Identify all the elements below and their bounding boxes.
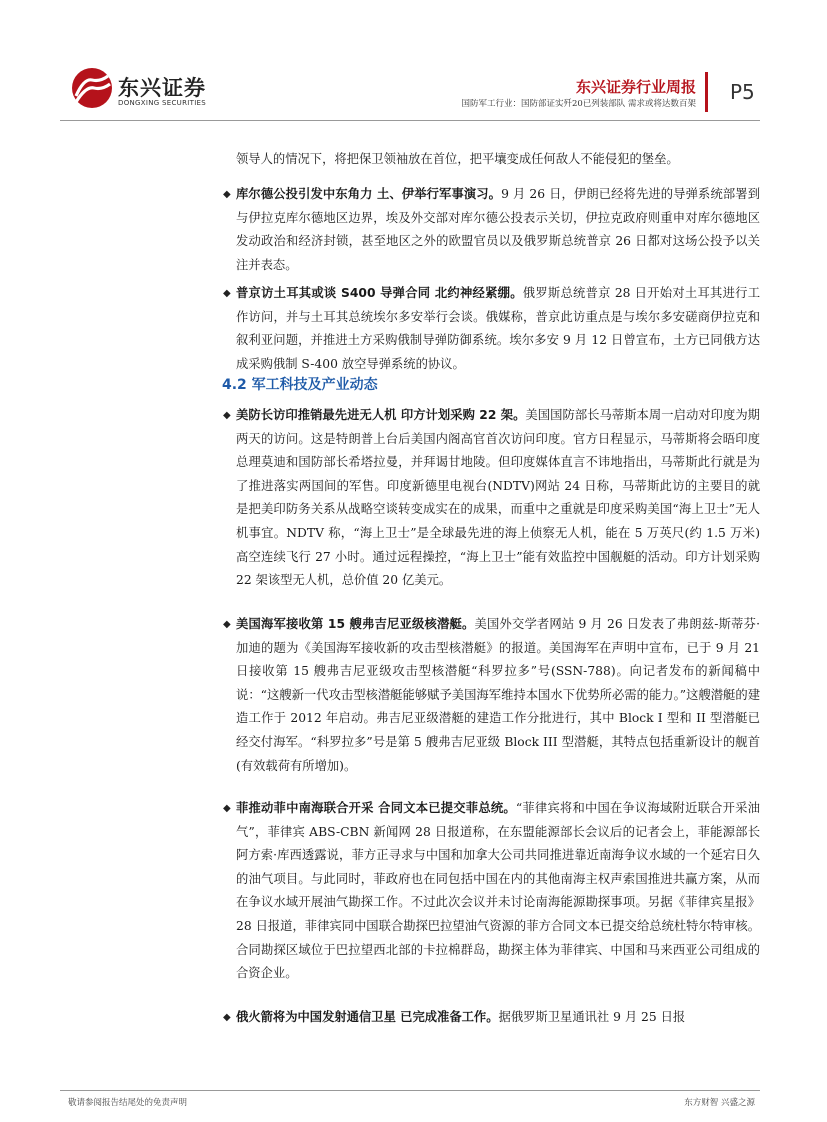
- header-rule: [60, 120, 760, 121]
- news-item-text: 美国国防部长马蒂斯本周一启动对印度为期两天的访问。这是特朗普上台后美国内阁高官首次访问印度。官方日程显示，马蒂斯将会晤印度总理莫迪和国防部长希塔拉曼，并拜谒甘地陵。但印度媒体直言不讳地指出，马蒂斯此行就是为了推进落实两国间的军售。印度新德里电视台(NDTV)网站 24 日称，马蒂斯此访的主要目的就是把美印防务关系从战略空谈转变成实在的成果，而重中之重就是印度采购美国“海上卫士”无人机事宜。NDTV 称，“海上卫士”是全球最先进的海上侦察无人机，能在 5 万英尺(约 1.5 万米)高空连续飞行 27 小时。通过远程操控，“海上卫士”能有效监控中国舰艇的活动。印方计划采购 22 架该型无人机，总价值 20 亿美元。: [236, 408, 760, 588]
- news-item-text: 美国外交学者网站 9 月 26 日发表了弗朗兹-斯蒂芬·加迪的题为《美国海军接收新的攻击型核潜艇》的报道。美国海军在声明中宣布，已于 9 月 21 日接收第 15 艘弗吉尼亚级攻击型核潜艇“科罗拉多”号(SSN-788)。向记者发布的新闻稿中说：“这艘新一代攻击型核潜艇能够赋予美国海军维持本国水下优势所必需的能力。”这艘潜艇的建造工作于 2012 年启动。弗吉尼亚级潜艇的建造工作分批进行，其中 Block I 型和 II 型潜艇已经交付海军。“科罗拉多”号是第 5 艘弗吉尼亚级 Block III 型潜艇，其特点包括重新设计的舰首(有效载荷有所增加)。: [236, 617, 760, 773]
- news-item: [223, 183, 760, 277]
- report-type-title: 东兴证券行业周报: [575, 78, 696, 96]
- disclaimer-note: 敬请参阅报告结尾处的免责声明: [68, 1098, 188, 1108]
- news-item-headline: 美防长访印推销最先进无人机 印方计划采购 22 架。: [236, 408, 526, 422]
- logo-mark-icon: [70, 66, 114, 110]
- page-header: [0, 0, 827, 125]
- logo-chinese-name: 东兴证券: [118, 76, 206, 100]
- footer-slogan: 东方财智 兴盛之源: [684, 1098, 755, 1108]
- news-item: [223, 1006, 760, 1030]
- diamond-bullet-icon: ◆: [223, 1012, 231, 1023]
- report-subtitle: 国防军工行业：国防部证实歼20已列装部队 需求或将达数百架: [461, 99, 696, 109]
- section-heading: 4.2 军工科技及产业动态: [222, 377, 378, 393]
- page-number: P5: [730, 80, 755, 104]
- news-item: [223, 613, 760, 778]
- footer-rule: [60, 1090, 760, 1091]
- news-item: [223, 282, 761, 376]
- news-item-headline: 库尔德公投引发中东角力 土、伊举行军事演习。: [236, 187, 502, 201]
- news-item: [223, 404, 760, 593]
- diamond-bullet-icon: ◆: [223, 803, 231, 814]
- continuation-paragraph: 领导人的情况下，将把保卫领袖放在首位，把平壤变成任何敌人不能侵犯的堡垒。: [236, 152, 679, 166]
- news-item-text: 俄罗斯总统普京 28 日开始对土耳其进行工作访问，并与土耳其总统埃尔多安举行会谈。俄媒称，普京此访重点是与埃尔多安磋商伊拉克和叙利亚问题，并推进土方采购俄制导弹防御系统。埃尔多安 9 月 12 日曾宣布，土方已同俄方达成采购俄制 S-400 放空导弹系统的协议。: [236, 286, 761, 371]
- news-item-text: 据俄罗斯卫星通讯社 9 月 25 日报: [498, 1010, 686, 1024]
- diamond-bullet-icon: ◆: [223, 410, 231, 421]
- logo-english-name: DONGXING SECURITIES: [118, 99, 207, 107]
- header-divider: [705, 72, 708, 112]
- news-item-headline: 菲推动菲中南海联合开采 合同文本已提交菲总统。: [236, 801, 516, 815]
- news-item: [223, 797, 760, 986]
- news-item-headline: 美国海军接收第 15 艘弗吉尼亚级核潜艇。: [236, 617, 475, 631]
- diamond-bullet-icon: ◆: [223, 619, 231, 630]
- news-item-headline: 普京访土耳其或谈 S400 导弹合同 北约神经紧绷。: [236, 286, 523, 300]
- company-logo: [70, 66, 220, 116]
- news-item-text: 9 月 26 日，伊朗已经将先进的导弹系统部署到与伊拉克库尔德地区边界，埃及外交部对库尔德公投表示关切，伊拉克政府则重申对库尔德地区发动政治和经济封锁，甚至地区之外的欧盟官员以及俄罗斯总统普京 26 日都对这场公投予以关注并表态。: [236, 187, 760, 272]
- news-item-text: “菲律宾将和中国在争议海域附近联合开采油气”，菲律宾 ABS-CBN 新闻网 28 日报道称，在东盟能源部长会议后的记者会上，菲能源部长阿方索·库西透露说，菲方正寻求与中国和加拿大公司共同推进靠近南海争议水域的一个延宕日久的油气项目。与此同时，菲政府也在同包括中国在内的其他南海主权声索国推进共赢方案，从而在争议水域开展油气勘探工作。不过此次会议并未讨论南海能源勘探事项。另据《菲律宾星报》28 日报道，菲律宾同中国联合勘探巴拉望油气资源的菲方合同文本已提交给总统杜特尔特审核。合同勘探区域位于巴拉望西北部的卡拉棉群岛，勘探主体为菲律宾、中国和马来西亚公司组成的合资企业。: [236, 801, 760, 981]
- news-item-headline: 俄火箭将为中国发射通信卫星 已完成准备工作。: [236, 1010, 499, 1024]
- diamond-bullet-icon: ◆: [223, 288, 231, 299]
- diamond-bullet-icon: ◆: [223, 189, 231, 200]
